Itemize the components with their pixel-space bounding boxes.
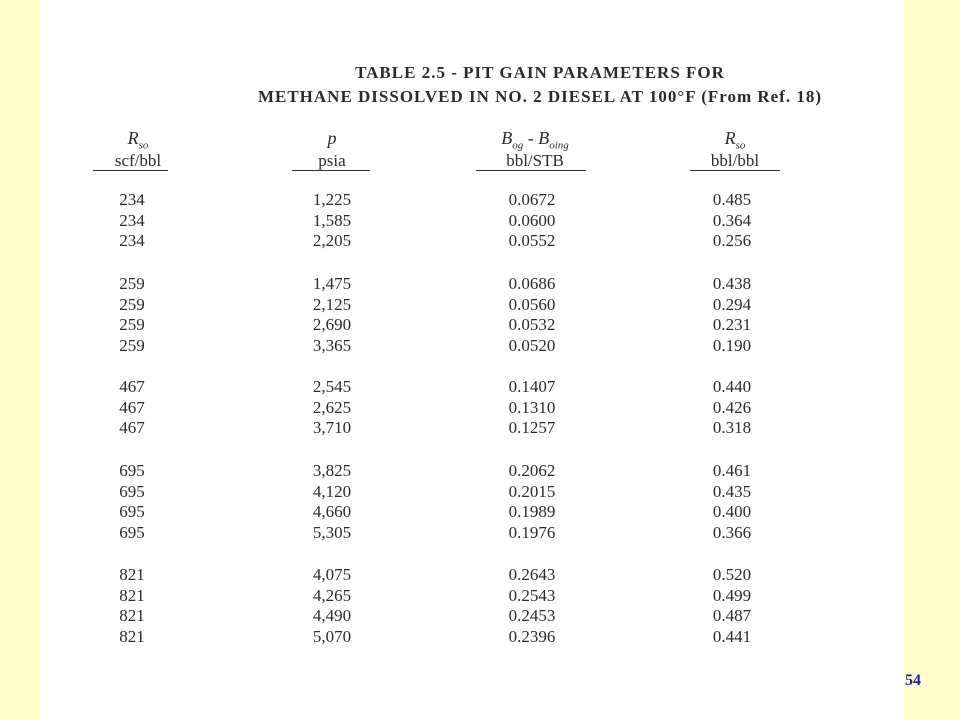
table-cell: 695 xyxy=(119,502,145,522)
table-cell: 467 xyxy=(119,377,145,396)
table-cell: 695 xyxy=(119,481,145,501)
header-unit: scf/bbl xyxy=(114,151,162,170)
table-title-line-1: TABLE 2.5 - PIT GAIN PARAMETERS FOR xyxy=(355,63,725,82)
table-cell: 0.461 xyxy=(712,461,752,480)
table-cell: 467 xyxy=(119,397,145,417)
table-cell: 234 xyxy=(119,231,145,251)
table-cell: 0.0560 xyxy=(508,294,556,314)
column-header-rso-scf xyxy=(68,128,208,171)
header-underline xyxy=(93,170,168,171)
table-cell: 0.2062 xyxy=(508,461,556,480)
table-cell: 2,205 xyxy=(312,231,352,251)
table-cell: 0.438 xyxy=(712,274,752,293)
table-title-line-2: METHANE DISSOLVED IN NO. 2 DIESEL AT 100°F (From Ref. 18) xyxy=(257,87,823,106)
table-cell: 0.1257 xyxy=(508,418,556,438)
table-cell: 0.2396 xyxy=(508,627,556,647)
table-cell: 695 xyxy=(119,461,145,480)
table-cell: 0.485 xyxy=(712,190,752,209)
table-cell: 2,625 xyxy=(312,397,352,417)
table-cell: 4,490 xyxy=(312,606,352,626)
header-symbol: $R_{so}$ xyxy=(127,128,149,152)
table-cell: 0.499 xyxy=(712,585,752,605)
column-header-rso-bbl xyxy=(665,128,805,171)
table-cell: 3,825 xyxy=(312,461,352,480)
table-cell: 0.318 xyxy=(712,418,752,438)
header-unit: bbl/bbl xyxy=(710,151,760,170)
table-cell: 3,710 xyxy=(312,418,352,438)
table-cell: 0.256 xyxy=(712,231,752,251)
table-cell: 0.400 xyxy=(712,502,752,522)
header-underline xyxy=(476,170,586,171)
table-cell: 2,690 xyxy=(312,315,352,335)
page-number: 54 xyxy=(905,672,921,689)
header-unit: psia xyxy=(318,151,346,170)
table-cell: 234 xyxy=(119,190,145,209)
table-cell: 821 xyxy=(119,565,145,584)
table-cell: 0.231 xyxy=(712,315,752,335)
table-cell: 259 xyxy=(119,315,145,335)
header-symbol: p xyxy=(327,128,337,148)
table-cell: 0.0600 xyxy=(508,210,556,230)
table-cell: 0.366 xyxy=(712,523,752,543)
table-cell: 259 xyxy=(119,336,145,356)
table-cell: 0.440 xyxy=(712,377,752,396)
table-cell: 1,475 xyxy=(312,274,352,293)
table-cell: 821 xyxy=(119,585,145,605)
table-cell: 0.2453 xyxy=(508,606,556,626)
table-cell: 2,545 xyxy=(312,377,352,396)
table-cell: 0.0552 xyxy=(508,231,556,251)
table-cell: 695 xyxy=(119,523,145,543)
table-cell: 467 xyxy=(119,418,145,438)
table-cell: 0.2015 xyxy=(508,481,556,501)
column-header-pressure xyxy=(262,128,402,171)
column-header-formation-volume xyxy=(465,128,605,171)
table-cell: 5,305 xyxy=(312,523,352,543)
header-symbol: $B_{og} - B_{oing}$ xyxy=(501,128,569,152)
table-cell: 5,070 xyxy=(312,627,352,647)
table-cell: 0.0532 xyxy=(508,315,556,335)
table-cell: 2,125 xyxy=(312,294,352,314)
table-cell: 259 xyxy=(119,274,145,293)
table-cell: 0.2643 xyxy=(508,565,556,584)
table-cell: 4,660 xyxy=(312,502,352,522)
table-cell: 0.1310 xyxy=(508,397,556,417)
header-underline xyxy=(292,170,370,171)
table-cell: 0.1976 xyxy=(508,523,556,543)
table-cell: 0.1407 xyxy=(508,377,556,396)
table-cell: 0.435 xyxy=(712,481,752,501)
table-cell: 0.0520 xyxy=(508,336,556,356)
header-symbol: $R_{so}$ xyxy=(724,128,746,152)
table-cell: 3,365 xyxy=(312,336,352,356)
table-cell: 1,225 xyxy=(312,190,352,209)
table-cell: 0.0672 xyxy=(508,190,556,209)
table-cell: 0.426 xyxy=(712,397,752,417)
table-cell: 4,075 xyxy=(312,565,352,584)
table-cell: 0.441 xyxy=(712,627,752,647)
table-cell: 234 xyxy=(119,210,145,230)
table-cell: 4,120 xyxy=(312,481,352,501)
table-cell: 0.520 xyxy=(712,565,752,584)
header-underline xyxy=(690,170,780,171)
table-cell: 4,265 xyxy=(312,585,352,605)
table-cell: 0.2543 xyxy=(508,585,556,605)
table-cell: 821 xyxy=(119,606,145,626)
table-cell: 821 xyxy=(119,627,145,647)
header-unit: bbl/STB xyxy=(506,151,564,170)
table-cell: 0.0686 xyxy=(508,274,556,293)
table-cell: 0.364 xyxy=(712,210,752,230)
table-cell: 259 xyxy=(119,294,145,314)
table-cell: 0.190 xyxy=(712,336,752,356)
table-cell: 0.1989 xyxy=(508,502,556,522)
table-cell: 0.487 xyxy=(712,606,752,626)
table-cell: 1,585 xyxy=(312,210,352,230)
table-cell: 0.294 xyxy=(712,294,752,314)
